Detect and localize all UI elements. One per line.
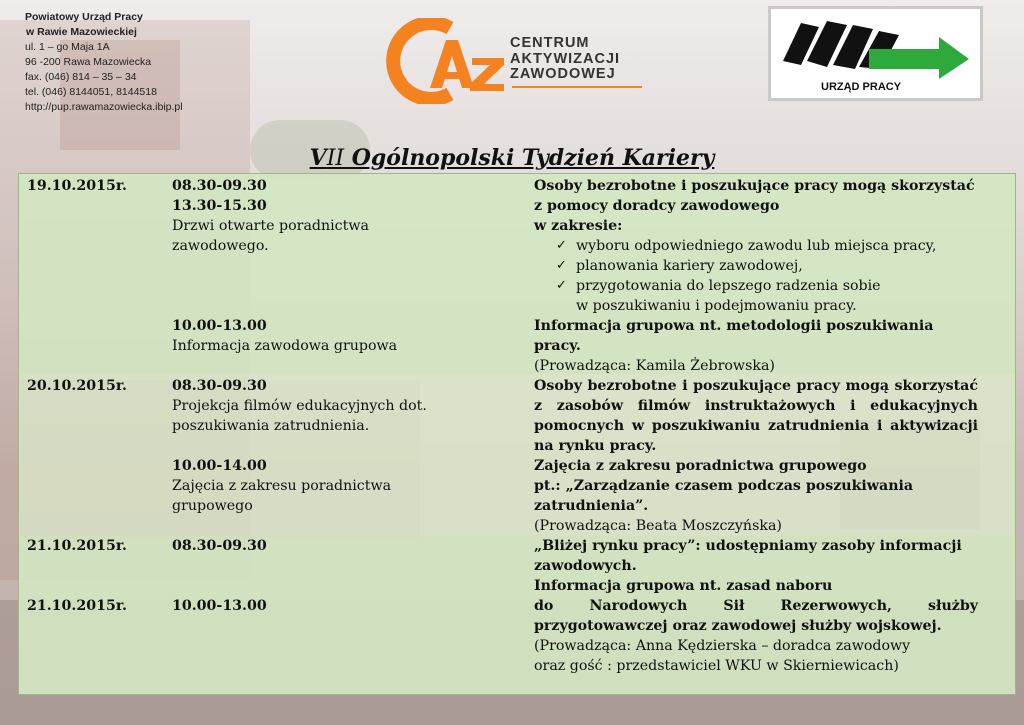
row2-subject2 — [172, 476, 472, 516]
row3-date: 21.10.2015r. — [27, 538, 127, 554]
title-roman-ii: II — [326, 146, 345, 171]
row1-time1: 08.30-09.30 — [172, 178, 267, 194]
row2-subject2-line2: grupowego — [172, 498, 253, 514]
row1-description2 — [534, 316, 978, 376]
office-website[interactable]: http://pup.rawamazowiecka.ibip.pl — [25, 101, 183, 113]
title-text: Ogólnopolski Tydzień Kariery — [344, 145, 715, 171]
row2-subject-line2: poszukiwania zatrudnienia. — [172, 418, 370, 434]
schedule-table — [18, 173, 1016, 695]
row2-desc: Osoby bezrobotne i poszukujące pracy mogą skorzystać z zasobów filmów instruktażowych i edukacyjnych pomocnych w poszukiwaniu zatrudnienia i aktywizacji na rynku pracy. — [534, 378, 978, 454]
row2-description2 — [534, 456, 978, 536]
row2-subject2-line1: Zajęcia z zakresu poradnictwa — [172, 478, 392, 494]
urzad-pracy-logo — [768, 6, 983, 101]
row4-desc-line2: do Narodowych Sił Rezerwowych, służby przygotowawczej oraz zawodowej służby wojskowej. — [534, 598, 978, 634]
caz-underline — [512, 86, 642, 88]
row4-desc-host2: oraz gość : przedstawiciel WKU w Skierniewicach) — [534, 658, 899, 674]
row1-desc-line2: z pomocy doradcy zawodowego — [534, 198, 780, 214]
office-name-line2: w Rawie Mazowieckiej — [26, 26, 137, 38]
row3-time1: 08.30-09.30 — [172, 538, 267, 554]
row3-desc-line1: „Bliżej rynku pracy”: udostępniamy zasoby informacji — [534, 538, 962, 554]
caz-wordmark — [510, 36, 620, 83]
row1-subject — [172, 216, 472, 256]
row4-desc-line1: Informacja grupowa nt. zasad naboru — [534, 578, 833, 594]
row4-date: 21.10.2015r. — [27, 598, 127, 614]
row1-time3: 10.00-13.00 — [172, 318, 267, 334]
title-roman-v: V — [309, 145, 327, 171]
caz-line3: ZAWODOWEJ — [510, 66, 616, 82]
row3-desc-line2: zawodowych. — [534, 558, 637, 574]
checkmark-icon: ✓ — [556, 258, 567, 273]
checklist-item: ✓ planowania kariery zawodowej, — [556, 258, 803, 274]
row1-description — [534, 176, 978, 316]
row1-desc-line1: Osoby bezrobotne i poszukujące pracy mogą skorzystać — [534, 178, 975, 194]
checklist-item-continuation: w poszukiwaniu i podejmowaniu pracy. — [576, 298, 857, 314]
row4-description — [534, 576, 978, 676]
row1-subject-line1: Drzwi otwarte poradnictwa — [172, 218, 369, 234]
row1-desc2-line2: pracy. — [534, 338, 581, 354]
caz-logo — [380, 18, 650, 104]
caz-line1: CENTRUM — [510, 35, 590, 51]
row4-desc-host1: (Prowadząca: Anna Kędzierska – doradca zawodowy — [534, 638, 911, 654]
row4-time1: 10.00-13.00 — [172, 598, 267, 614]
row3-description — [534, 536, 978, 576]
row2-time1: 08.30-09.30 — [172, 378, 267, 394]
row2-date: 20.10.2015r. — [27, 378, 127, 394]
checkmark-icon: ✓ — [556, 278, 567, 293]
row1-desc2-host: (Prowadząca: Kamila Żebrowska) — [534, 358, 775, 374]
office-street: ul. 1 – go Maja 1A — [25, 41, 110, 53]
row2-time2: 10.00-14.00 — [172, 458, 267, 474]
urzad-pracy-label: URZĄD PRACY — [821, 81, 902, 93]
urzad-pracy-emblem-icon — [771, 9, 980, 79]
row1-date: 19.10.2015r. — [27, 178, 127, 194]
checklist-item: ✓ wyboru odpowiedniego zawodu lub miejsca pracy, — [556, 238, 937, 254]
document-title — [0, 145, 1024, 171]
checkmark-icon: ✓ — [556, 238, 567, 253]
office-city: 96 -200 Rawa Mazowiecka — [25, 56, 152, 68]
row1-subject-line2: zawodowego. — [172, 238, 269, 254]
caz-line2: AKTYWIZACJI — [510, 50, 621, 67]
checklist-item: ✓ przygotowania do lepszego radzenia sobie — [556, 278, 881, 294]
row2-desc2-host: (Prowadząca: Beata Moszczyńska) — [534, 518, 782, 534]
row2-desc2-line1: Zajęcia z zakresu poradnictwa grupowego — [534, 458, 867, 474]
row2-desc2-line2: pt.: „Zarządzanie czasem podczas poszukiwania — [534, 478, 914, 494]
office-tel: tel. (046) 8144051, 8144518 — [25, 86, 157, 98]
row1-time2: 13.30-15.30 — [172, 198, 267, 214]
caz-emblem-icon — [380, 18, 510, 104]
office-name-line1: Powiatowy Urząd Pracy — [25, 11, 143, 23]
row1-subject2: Informacja zawodowa grupowa — [172, 338, 398, 354]
row2-subject — [172, 396, 472, 436]
row1-checklist — [534, 236, 978, 316]
office-info — [25, 10, 183, 115]
row2-description — [534, 376, 978, 456]
row1-desc2-line1: Informacja grupowa nt. metodologii poszukiwania — [534, 318, 934, 334]
row1-desc-line3: w zakresie: — [534, 218, 623, 234]
row2-desc2-line3: zatrudnienia”. — [534, 498, 649, 514]
row2-subject-line1: Projekcja filmów edukacyjnych dot. — [172, 398, 427, 414]
office-fax: fax. (046) 814 – 35 – 34 — [25, 71, 137, 83]
